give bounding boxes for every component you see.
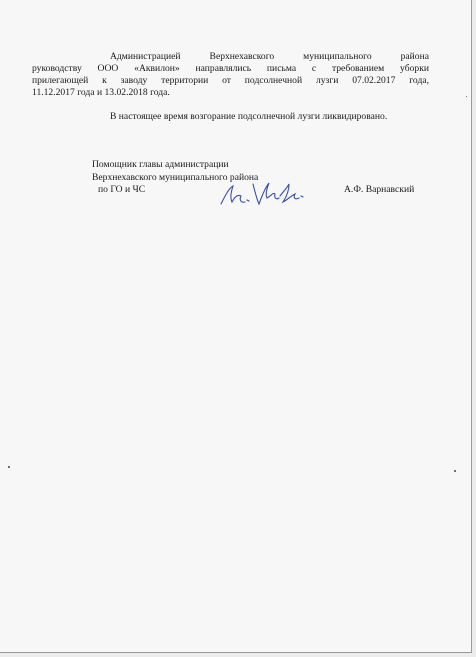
signer-position-line-3: по ГО и ЧС bbox=[98, 184, 146, 195]
scan-speck bbox=[8, 466, 10, 468]
handwritten-signature bbox=[217, 174, 307, 214]
signer-position-line-1: Помощник главы администрации bbox=[92, 159, 229, 170]
scan-speck bbox=[454, 470, 456, 472]
paragraph-line: прилегающей к заводу территории от подсолнечной лузги 07.02.2017 года, bbox=[32, 75, 429, 86]
signer-name: А.Ф. Варнавский bbox=[344, 184, 415, 195]
scan-speck bbox=[466, 96, 467, 97]
paragraph-line: 11.12.2017 года и 13.02.2018 года. bbox=[32, 87, 170, 98]
letter-paragraph-1 bbox=[32, 51, 429, 99]
paragraph-line: Администрацией Верхнехавского муниципального района bbox=[110, 51, 429, 62]
letter-paragraph-2: В настоящее время возгорание подсолнечной лузги ликвидировано. bbox=[110, 111, 388, 122]
paragraph-line: руководству ООО «Аквилон» направлялись письма с требованием уборки bbox=[32, 63, 429, 74]
signer-position-line-2: Верхнехавского муниципального района bbox=[92, 172, 259, 183]
